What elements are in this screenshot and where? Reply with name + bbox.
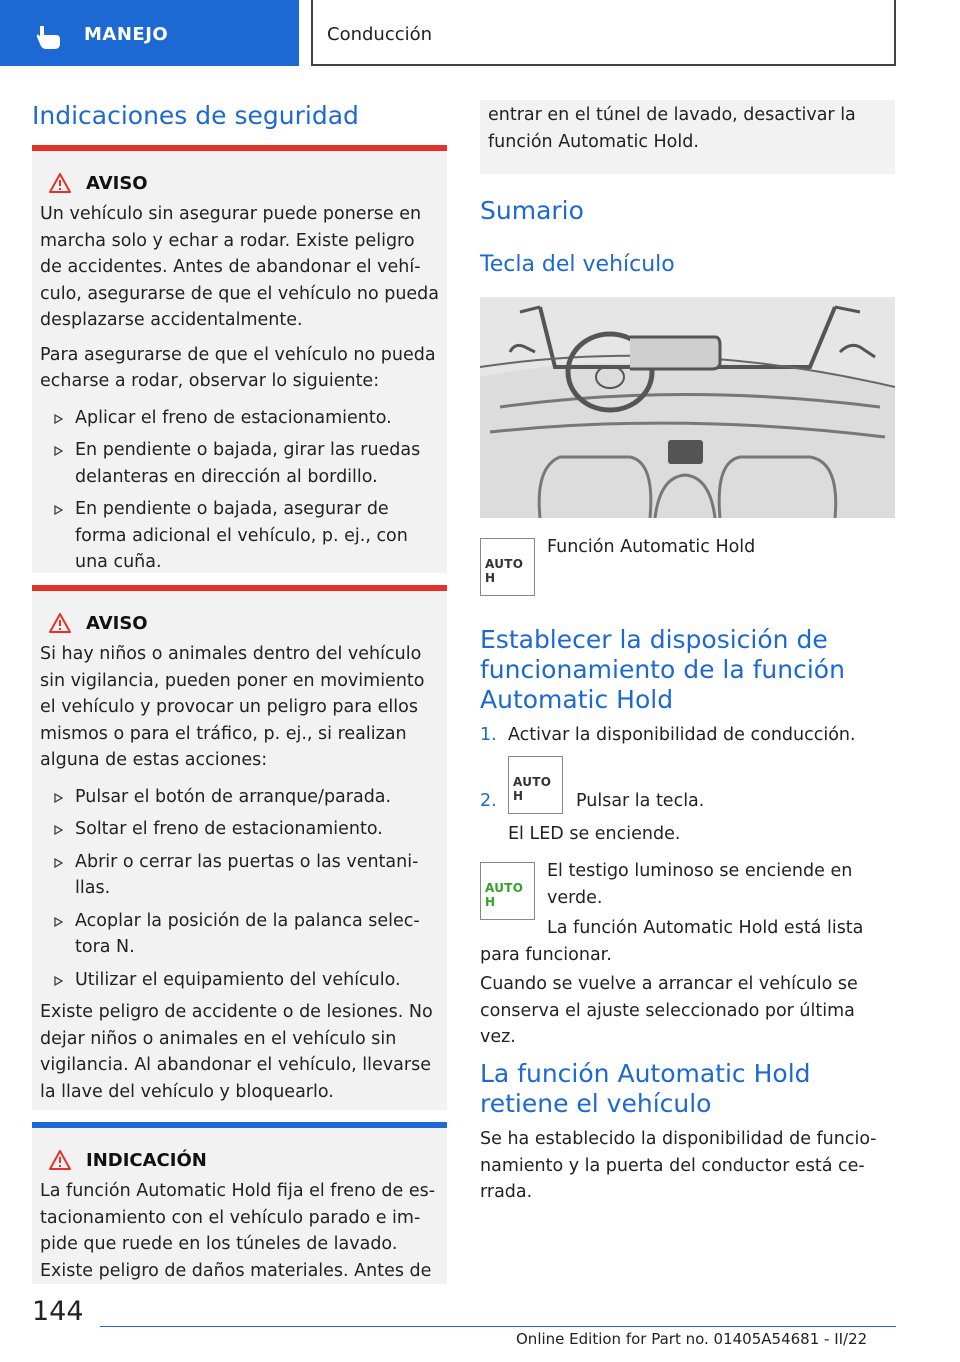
warning-heading: AVISO — [86, 172, 148, 194]
note-continuation: entrar en el túnel de lavado, desactivar la función Automatic Hold. — [480, 100, 895, 174]
bullet-triangle-icon — [54, 505, 63, 515]
list-item: Aplicar el freno de estacionamiento. — [40, 405, 439, 432]
heading-sumario: Sumario — [480, 196, 584, 225]
warning-outro: Existe peligro de accidente o de lesiones. No dejar niños o animales en el vehículo sin vigilancia. Al abandonar el vehículo, llevarse la llave del vehículo y bloquearlo. — [40, 1002, 433, 1102]
warning-triangle-icon — [48, 1149, 72, 1171]
chapter-tab — [311, 0, 896, 66]
hand-icon — [34, 22, 64, 50]
indicator-text: El testigo luminoso se enciende en verde. — [547, 861, 853, 908]
step-number: 1. — [480, 725, 497, 745]
auto-hold-indicator-icon: AUTO H — [480, 862, 535, 920]
bullet-triangle-icon — [54, 976, 63, 986]
footer-divider — [100, 1326, 896, 1327]
heading-establish: Establecer la disposición de funcionamiento de la función Automatic Hold — [480, 625, 845, 714]
restart-text: Cuando se vuelve a arrancar el vehículo se conserva el ajuste seleccionado por última vez. — [480, 974, 858, 1047]
auto-hold-button-icon: AUTO H — [480, 538, 535, 596]
step-number: 2. — [480, 791, 497, 811]
section-tab — [0, 0, 299, 66]
bullet-triangle-icon — [54, 446, 63, 456]
bullet-triangle-icon — [54, 825, 63, 835]
footer-edition: Online Edition for Part no. 01405A54681 - II/22 — [516, 1330, 868, 1348]
note-heading: INDICACIÓN — [86, 1149, 207, 1171]
warning-intro: Un vehículo sin asegurar puede ponerse en marcha solo y echar a rodar. Existe peligro de accidentes. Antes de abandonar el vehículo, asegurarse de que el vehículo no pueda desplazarse accidentalmente. — [40, 204, 440, 330]
dashboard-drawing — [480, 297, 895, 518]
warning-triangle-icon — [48, 172, 72, 194]
section-label: MANEJO — [84, 24, 169, 45]
bullet-triangle-icon — [54, 793, 63, 803]
bullet-triangle-icon — [54, 858, 63, 868]
page-title: Indicaciones de seguridad — [32, 101, 359, 130]
note-text: La función Automatic Hold fija el freno de estacionamiento con el vehículo parado e impide que ruede en los túneles de lavado. Existe peligro de daños materiales. Antes de — [40, 1181, 436, 1281]
warning-triangle-icon — [48, 612, 72, 634]
list-item: En pendiente o bajada, asegurar de forma adicional el vehículo, p. ej., con una cuña. — [40, 496, 439, 576]
list-item: Abrir o cerrar las puertas o las ventanillas. — [40, 849, 439, 902]
ready-text: La función Automatic Hold está lista para funcionar. — [480, 918, 864, 965]
step-text: Pulsar la tecla. — [576, 791, 705, 811]
warning-box — [32, 585, 447, 1110]
page-header — [0, 0, 960, 66]
list-item: En pendiente o bajada, girar las ruedas delanteras en dirección al bordillo. — [40, 437, 439, 490]
warning-heading: AVISO — [86, 612, 148, 634]
heading-retain: La función Automatic Hold retiene el vehículo — [480, 1059, 811, 1118]
warning-list — [32, 774, 447, 994]
step-text: Activar la disponibilidad de conducción. — [508, 725, 856, 745]
note-box — [32, 1122, 447, 1284]
warning-list — [32, 395, 447, 576]
bullet-triangle-icon — [54, 414, 63, 424]
bullet-triangle-icon — [54, 917, 63, 927]
list-item: Acoplar la posición de la palanca selectora N. — [40, 908, 439, 961]
list-item: Pulsar el botón de arranque/parada. — [40, 784, 439, 811]
warning-intro: Si hay niños o animales dentro del vehículo sin vigilancia, pueden poner en movimiento el vehículo y provocar un peligro para ellos mismos o para el tráfico, p. ej., si realizan alguna de estas acciones: — [40, 644, 425, 770]
list-item: Soltar el freno de estacionamiento. — [40, 816, 439, 843]
function-label: Función Automatic Hold — [547, 537, 756, 557]
auto-hold-button-icon: AUTO H — [508, 756, 563, 814]
list-item: Utilizar el equipamiento del vehículo. — [40, 967, 439, 994]
page-number: 144 — [32, 1296, 84, 1327]
retain-text: Se ha establecido la disponibilidad de funcionamiento y la puerta del conductor está cerrada. — [480, 1129, 877, 1202]
warning-box — [32, 145, 447, 573]
chapter-label: Conducción — [327, 24, 433, 45]
dashboard-illustration — [480, 297, 895, 518]
led-text: El LED se enciende. — [508, 824, 681, 844]
heading-tecla: Tecla del vehículo — [480, 252, 675, 277]
warning-lead: Para asegurarse de que el vehículo no pueda echarse a rodar, observar lo siguiente: — [40, 344, 436, 391]
